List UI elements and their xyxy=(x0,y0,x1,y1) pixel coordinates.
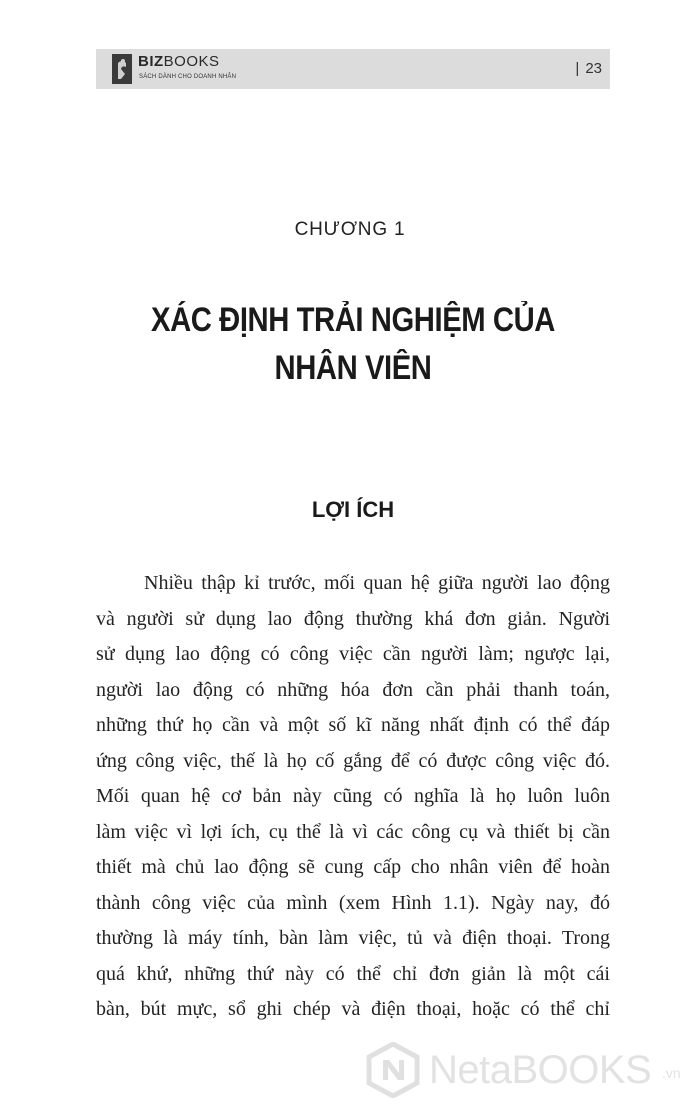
body-line: thiết mà chủ lao động sẽ cung cấp cho nhân viên để hoàn xyxy=(96,856,610,878)
running-header xyxy=(96,49,610,89)
body-line: ứng công việc, thế là họ cố gắng để có được công việc đó. xyxy=(96,749,610,772)
body-line: sử dụng lao động có công việc cần người làm; ngược lại, xyxy=(96,643,610,665)
chapter-label: CHƯƠNG 1 xyxy=(294,219,406,240)
watermark-brand: NetaBOOKS xyxy=(429,1048,652,1092)
body-line: Nhiều thập kỉ trước, mối quan hệ giữa người lao động xyxy=(144,572,610,594)
section-heading: LỢI ÍCH xyxy=(311,497,395,522)
netabooks-n-icon xyxy=(365,1042,421,1098)
body-line: bàn, bút mực, sổ ghi chép và điện thoại, hoặc có thể chỉ xyxy=(96,998,610,1020)
logo-tagline: SÁCH DÀNH CHO DOANH NHÂN xyxy=(139,74,237,80)
body-line: làm việc vì lợi ích, cụ thể là vì các công cụ và thiết bị cần xyxy=(96,820,610,843)
body-line: quá khứ, những thứ này có thể chỉ đơn giản là một cái xyxy=(96,962,610,985)
body-line: và người sử dụng lao động thường khá đơn giản. Người xyxy=(96,607,610,630)
body-line: người lao động có những hóa đơn cần phải thanh toán, xyxy=(96,678,610,701)
page-number: | 23 xyxy=(575,60,602,77)
body-line: thành công việc của mình (xem Hình 1.1). Ngày nay, đó xyxy=(96,891,610,914)
body-line: những thứ họ cần và một số kĩ năng nhất định có thể đáp xyxy=(96,714,610,736)
netabooks-watermark xyxy=(365,1040,685,1100)
body-line: Mối quan hệ cơ bản này cũng có nghĩa là họ luôn luôn xyxy=(96,785,610,807)
chapter-title xyxy=(0,296,700,392)
body-paragraph xyxy=(96,566,610,1028)
watermark-suffix: .vn xyxy=(662,1065,681,1081)
body-line: thường là máy tính, bàn làm việc, tủ và điện thoại. Trong xyxy=(96,927,610,949)
bizbooks-logo-text: BIZBOOKS xyxy=(138,53,220,70)
bizbooks-logo-icon xyxy=(112,54,132,84)
chapter-title-line: XÁC ĐỊNH TRẢI NGHIỆM CỦA xyxy=(151,301,555,339)
chapter-title-line: NHÂN VIÊN xyxy=(274,349,432,387)
